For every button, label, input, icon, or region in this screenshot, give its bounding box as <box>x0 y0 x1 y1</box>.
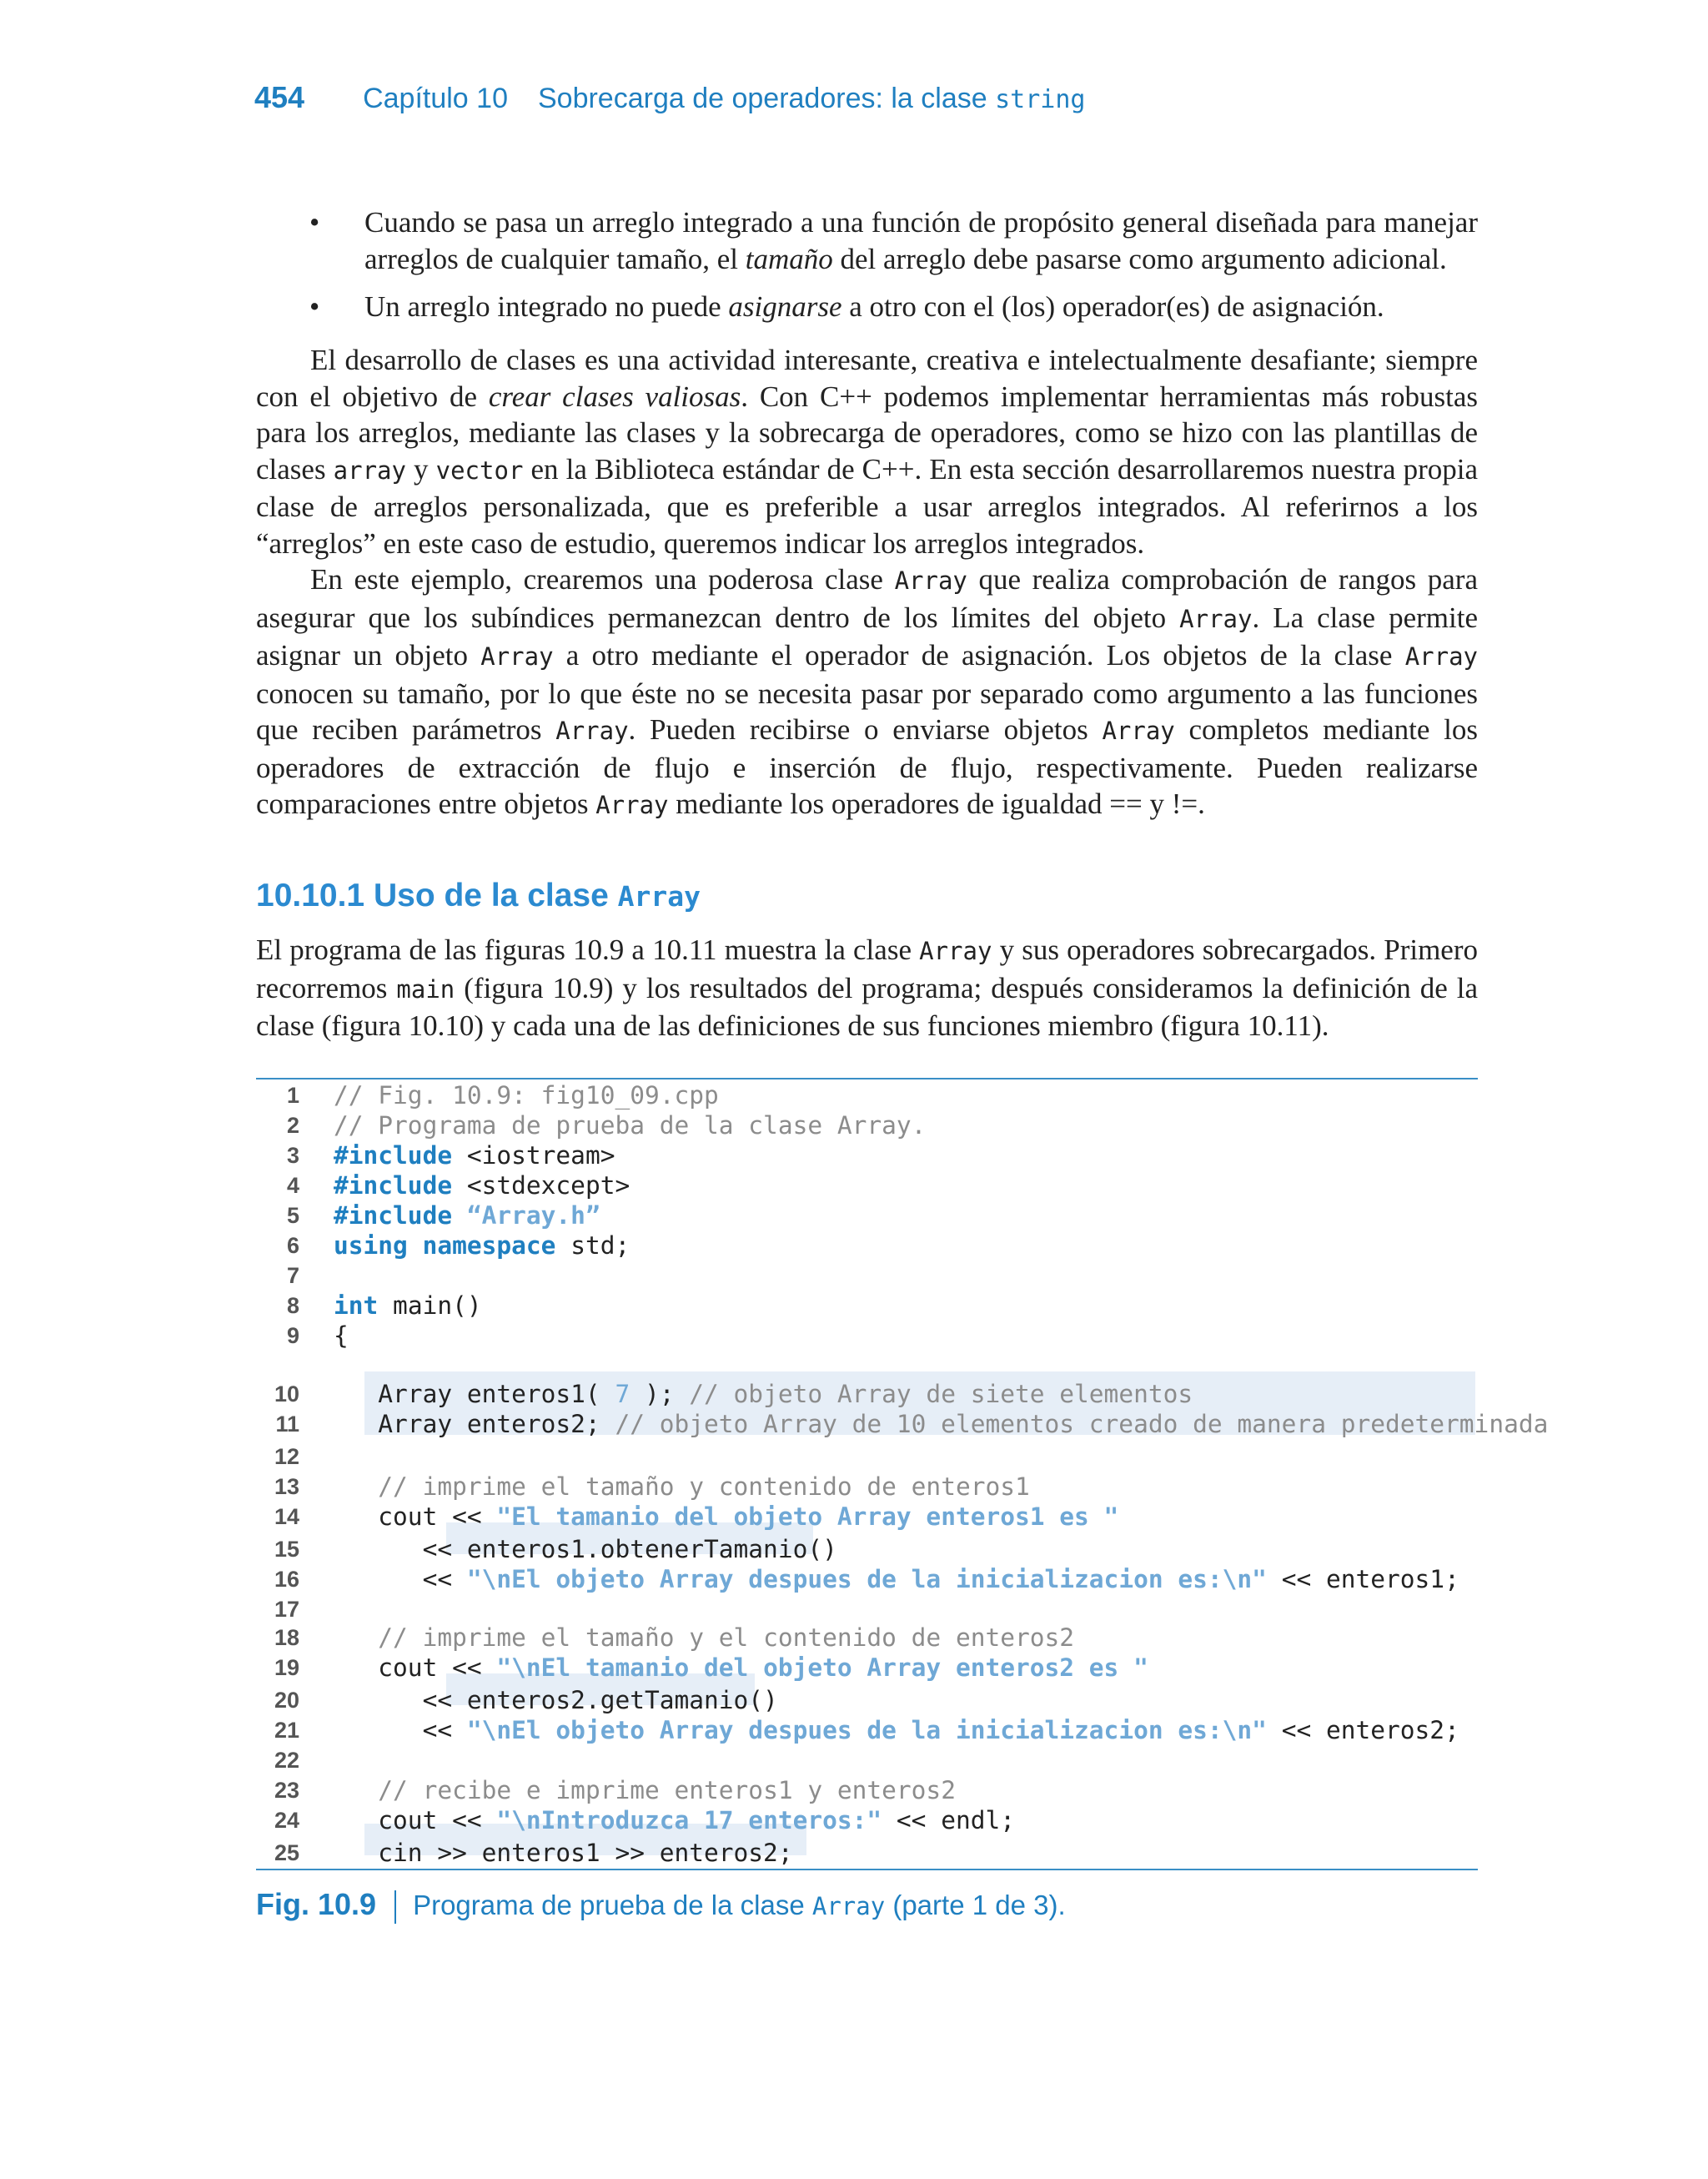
code-text: Array enteros2; // objeto Array de 10 elementos creado de manera predeterminada <box>334 1410 1549 1438</box>
line-number: 21 <box>274 1718 299 1743</box>
inline-code: vector <box>435 455 524 485</box>
text-run: a otro mediante el operador de asignación. Los objetos de la clase <box>553 639 1405 672</box>
code-text: << enteros2.getTamanio() <box>334 1686 778 1714</box>
code-text: cout << "\nIntroduzca 17 enteros:" << endl; <box>334 1806 1016 1834</box>
code-text: // recibe e imprime enteros1 y enteros2 <box>378 1776 956 1804</box>
inline-code: Array <box>1102 717 1175 745</box>
line-number: 19 <box>274 1655 299 1680</box>
line-number: 9 <box>286 1323 299 1348</box>
section-heading <box>256 878 701 914</box>
code-text: using namespace std; <box>334 1231 630 1260</box>
line-number: 10 <box>274 1381 299 1407</box>
line-number: 2 <box>286 1113 299 1138</box>
line-number: 5 <box>286 1203 299 1228</box>
line-number: 8 <box>286 1293 299 1318</box>
code-text: << enteros1.obtenerTamanio() <box>334 1535 837 1563</box>
line-number: 16 <box>274 1567 299 1592</box>
text-run: conocen su tamaño, por lo que éste no se necesita pasar por separado como argumento a las funciones que reciben parámetros <box>256 677 1478 746</box>
code-line <box>256 1321 1478 1351</box>
inline-code: Array <box>595 791 669 819</box>
code-line <box>256 1291 1478 1321</box>
code-line <box>256 1472 1478 1502</box>
chapter-label: Capítulo 10 <box>363 83 508 114</box>
code-line <box>256 1200 1478 1230</box>
chapter-title-code: string <box>995 85 1086 114</box>
text-run: En este ejemplo, crearemos una poderosa clase <box>310 563 895 596</box>
figure-top-rule <box>256 1078 1478 1079</box>
code-line <box>256 1170 1478 1200</box>
inline-code: array <box>333 455 406 485</box>
inline-code: Array <box>894 566 967 595</box>
line-number: 4 <box>286 1173 299 1198</box>
code-line <box>256 1685 1478 1715</box>
paragraph <box>256 932 1478 1044</box>
code-text: #include <iostream> <box>334 1141 615 1170</box>
paragraph <box>256 342 1478 561</box>
code-line <box>256 1502 1478 1532</box>
line-number: 3 <box>286 1143 299 1168</box>
chapter-title: Sobrecarga de operadores: la clase <box>537 83 996 114</box>
section-intro-text <box>256 932 1478 1044</box>
text-run: . Con C++ podemos implementar herramientas más robustas para los arreglos, mediante las clases y la sobrecarga de operadores, como se hizo con las plantillas de clases <box>256 380 1478 486</box>
line-number: 22 <box>274 1748 299 1773</box>
code-text: // imprime el tamaño y contenido de enteros1 <box>378 1472 1030 1501</box>
code-text: #include <stdexcept> <box>334 1171 630 1200</box>
line-number: 13 <box>274 1474 299 1499</box>
code-listing <box>256 1080 1549 1869</box>
section-title-text: Uso de la clase <box>373 878 618 913</box>
line-number: 15 <box>274 1537 299 1562</box>
section-title-code: Array <box>617 880 701 913</box>
caption-divider <box>394 1890 396 1924</box>
inline-code: Array <box>480 642 554 671</box>
code-text: Array enteros1( 7 ); // objeto Array de siete elementos <box>334 1380 1193 1408</box>
code-line <box>256 1838 1478 1868</box>
page-number: 454 <box>254 80 305 114</box>
line-number: 23 <box>274 1778 299 1803</box>
inline-code: Array <box>1179 604 1253 633</box>
caption-text: (parte 1 de 3). <box>885 1890 1066 1920</box>
text-run: (figura 10.9) y los resultados del programa; después consideramos la definición de la clase (figura 10.10) y cada una de las definiciones de sus funciones miembro (figura 10.11). <box>256 971 1478 1042</box>
bullet-text: Un arreglo integrado no puede <box>364 290 729 323</box>
code-text: // Fig. 10.9: fig10_09.cpp <box>334 1081 719 1110</box>
text-run: El desarrollo de clases es una actividad interesante, creativa e intelectualmente desafiante; siempre con el objetivo de <box>256 344 1478 413</box>
bullet-dot: • <box>309 290 320 323</box>
inline-code: main <box>396 974 455 1004</box>
inline-code: Array <box>1404 642 1478 671</box>
code-line <box>256 1140 1478 1170</box>
code-line <box>256 1442 1478 1472</box>
text-run: El programa de las figuras 10.9 a 10.11 muestra la clase <box>256 933 920 966</box>
line-number: 14 <box>274 1504 299 1529</box>
code-text: << "\nEl objeto Array despues de la inicializacion es:\n" << enteros2; <box>334 1716 1459 1744</box>
bullet-text: Cuando se pasa un arreglo integrado a una función de propósito general diseñada para manejar arreglos de cualquier tamaño, el <box>364 206 1478 275</box>
inline-code: Array <box>555 717 629 745</box>
code-text: // imprime el tamaño y el contenido de enteros2 <box>378 1623 1075 1652</box>
code-text: #include “Array.h” <box>334 1201 600 1230</box>
code-line <box>256 1594 1478 1624</box>
line-number: 1 <box>286 1083 299 1108</box>
code-text: { <box>334 1321 349 1350</box>
caption-text: Programa de prueba de la clase <box>413 1890 812 1920</box>
figure-caption <box>256 1887 1066 1924</box>
line-number: 24 <box>274 1808 299 1833</box>
line-number: 12 <box>274 1444 299 1469</box>
running-header <box>254 80 1085 117</box>
code-line <box>256 1564 1478 1594</box>
text-run: completos mediante los operadores de extracción de flujo e inserción de flujo, respectivamente. Pueden realizarse comparaciones entre objetos <box>256 713 1478 820</box>
code-line <box>256 1110 1478 1140</box>
code-line <box>256 1745 1478 1775</box>
code-line <box>256 1379 1478 1409</box>
bullet-emphasis: tamaño <box>745 242 833 275</box>
bullet-list <box>256 204 1478 337</box>
code-line <box>256 1230 1478 1261</box>
line-number: 6 <box>286 1233 299 1258</box>
bullet-item <box>256 204 1478 277</box>
code-text: cin >> enteros1 >> enteros2; <box>334 1839 793 1867</box>
text-run: . La clase permite asignar un objeto <box>256 601 1478 672</box>
line-number: 20 <box>274 1688 299 1713</box>
intro-text <box>256 342 1478 824</box>
line-number: 25 <box>274 1840 299 1865</box>
code-line <box>256 1534 1478 1564</box>
code-line <box>256 1261 1478 1291</box>
text-run: y <box>405 452 436 486</box>
caption-code: Array <box>811 1892 886 1920</box>
bullet-item <box>256 289 1478 325</box>
line-number: 7 <box>286 1263 299 1288</box>
text-run: y sus operadores sobrecargados. Primero recorremos <box>256 933 1478 1004</box>
code-text: cout << "\nEl tamanio del objeto Array enteros2 es " <box>334 1653 1148 1682</box>
bullet-dot: • <box>309 206 320 239</box>
figure-label: Fig. 10.9 <box>256 1887 377 1921</box>
bullet-text: a otro con el (los) operador(es) de asignación. <box>841 290 1384 323</box>
code-line <box>256 1715 1478 1745</box>
text-run: . Pueden recibirse o enviarse objetos <box>628 713 1103 746</box>
bullet-text: del arreglo debe pasarse como argumento adicional. <box>832 242 1447 275</box>
inline-code: Array <box>919 937 992 965</box>
text-run: que realiza comprobación de rangos para asegurar que los subíndices permanezcan dentro de los límites del objeto <box>256 563 1478 634</box>
paragraph <box>256 561 1478 824</box>
figure-bottom-rule <box>256 1869 1478 1870</box>
code-line <box>256 1623 1478 1653</box>
code-text: int main() <box>334 1291 482 1320</box>
line-number: 11 <box>275 1412 299 1437</box>
code-line <box>256 1080 1478 1110</box>
code-line <box>256 1409 1549 1439</box>
code-line <box>256 1653 1478 1683</box>
bullet-emphasis: asignarse <box>728 290 842 323</box>
code-text: // Programa de prueba de la clase Array. <box>334 1111 927 1140</box>
code-text: << "\nEl objeto Array despues de la inicializacion es:\n" << enteros1; <box>334 1565 1459 1593</box>
code-text: cout << "El tamanio del objeto Array enteros1 es " <box>334 1502 1119 1531</box>
section-number: 10.10.1 <box>256 878 365 913</box>
text-run: en la Biblioteca estándar de C++. En esta sección desarrollaremos nuestra propia clase de arreglos personalizada, que es preferible a usar arreglos integrados. Al referirnos a los “arreglos” en este caso de estudio, queremos indicar los arreglos integrados. <box>256 452 1478 560</box>
code-line <box>256 1805 1478 1835</box>
emphasis: crear clases valiosas <box>488 380 741 413</box>
line-number: 17 <box>274 1597 299 1622</box>
text-run: mediante los operadores de igualdad == y !=. <box>668 788 1205 820</box>
line-number: 18 <box>274 1625 299 1650</box>
code-line <box>256 1775 1478 1805</box>
